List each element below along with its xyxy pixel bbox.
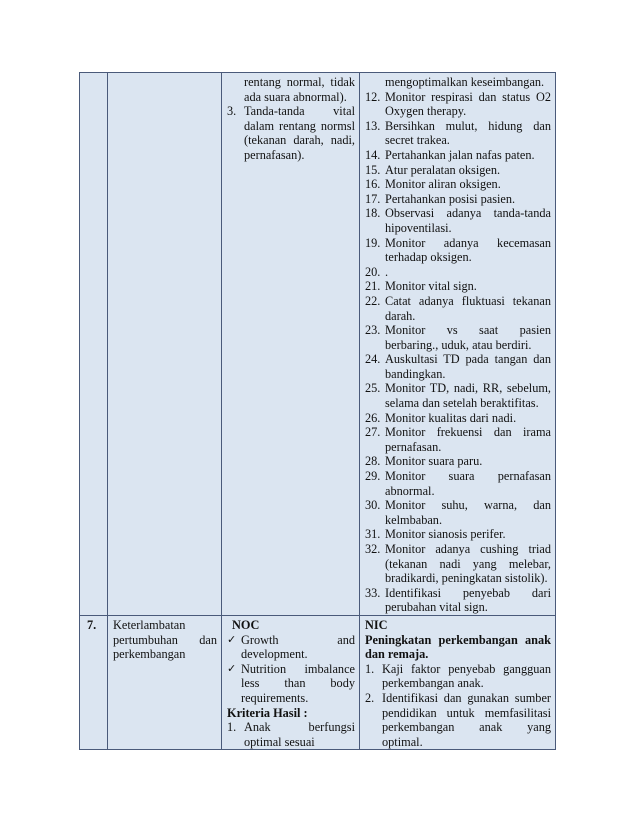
list-item-text: [385, 454, 551, 469]
text-line: Growth and: [241, 632, 355, 647]
text-line: Keterlambatan: [113, 617, 186, 632]
diagnosis-cell: [108, 615, 222, 749]
list-item: [365, 163, 551, 178]
list-item: [365, 279, 551, 294]
text-line: perubahan vital sign.: [385, 600, 488, 615]
list-item-number: 27.: [365, 425, 381, 440]
list-item: [365, 323, 551, 352]
list-item: [365, 90, 551, 119]
text-line: less than body: [241, 676, 355, 691]
text-line: hipoventilasi.: [385, 220, 452, 235]
list-item: [365, 148, 551, 163]
text-line: perkembangan anak.: [382, 676, 484, 691]
list-item-text: [385, 381, 551, 410]
list-item-number: 32.: [365, 542, 381, 556]
list-item: [365, 662, 551, 691]
nic-title: NIC: [365, 617, 388, 632]
list-item: [365, 294, 551, 323]
text-line: requirements.: [241, 690, 309, 705]
text-line: selama dan setelah beraktifitas.: [385, 396, 539, 411]
text-line: Monitor kualitas dari nadi.: [385, 410, 517, 425]
checklist-item: [227, 633, 355, 662]
list-item-number: 31.: [365, 527, 381, 542]
text-line: berbaring., uduk, atau berdiri.: [385, 337, 532, 352]
text-line: Bersihkan mulut, hidung dan: [385, 118, 551, 133]
text-line: terhadap oksigen.: [385, 250, 472, 265]
text-line: Monitor TD, nadi, RR, sebelum,: [385, 381, 551, 396]
text-line: Oxygen therapy.: [385, 104, 467, 119]
nic-block: [360, 616, 555, 749]
list-item-number: 2.: [365, 690, 375, 705]
list-item-number: 30.: [365, 498, 381, 513]
list-item-number: 14.: [365, 147, 381, 162]
text-line: Auskultasi TD pada tangan dan: [385, 352, 551, 367]
list-item-number: 12.: [365, 89, 381, 104]
text-line: Monitor vs saat pasien: [385, 323, 551, 338]
list-item-text: [385, 425, 551, 454]
list-item-text: [385, 279, 551, 294]
list-item-number: 28.: [365, 454, 381, 469]
number-cell: [80, 73, 108, 616]
list-item-text: [385, 294, 551, 323]
list-item-number: 26.: [365, 410, 381, 425]
list-item: [365, 265, 551, 280]
text-line: rentang normal, tidak: [244, 75, 355, 89]
list-item-number: 19.: [365, 235, 381, 250]
list-item-text: [385, 542, 551, 586]
noc-title: NOC: [232, 617, 260, 632]
list-item-number: 15.: [365, 162, 381, 177]
text-line: Monitor sianosis perifer.: [385, 527, 506, 542]
intervention-list: [360, 73, 555, 615]
text-line: optimal sesuai: [244, 734, 315, 749]
list-item: [365, 192, 551, 207]
list-item-number: 21.: [365, 279, 381, 294]
text-line: Nutrition imbalance: [241, 661, 355, 676]
text-line: Monitor adanya cushing triad: [385, 542, 551, 556]
text-line: development.: [241, 647, 308, 662]
noc-cell: [222, 615, 360, 749]
intervention-cell: [360, 73, 556, 616]
text-line: Monitor suhu, warna, dan: [385, 498, 551, 513]
diagnosis-cell: [108, 73, 222, 616]
checkmark-icon: ✓: [227, 661, 237, 675]
continued-intervention-text: mengoptimalkan keseimbangan.: [385, 75, 545, 89]
noc-block: [222, 616, 359, 749]
text-line: Identifikasi dan gunakan sumber: [382, 690, 551, 705]
table-row-7: [80, 615, 556, 749]
list-item: [365, 586, 551, 615]
nic-subtitle: [365, 633, 551, 662]
checklist-item-text: [241, 633, 355, 662]
text-line: Atur peralatan oksigen.: [385, 162, 501, 177]
list-item-text: [385, 265, 551, 280]
text-line: Catat adanya fluktuasi tekanan: [385, 293, 551, 308]
text-line: pernafasan).: [244, 147, 305, 162]
text-line: pertumbuhan dan: [113, 632, 217, 647]
list-item: [365, 691, 551, 749]
list-item: [365, 527, 551, 542]
list-item: [365, 206, 551, 235]
list-item-number: 20.: [365, 264, 381, 279]
list-item: [365, 381, 551, 410]
text-line: pernafasan.: [385, 439, 442, 454]
text-line: (tekanan darah, nadi,: [244, 133, 355, 148]
text-line: Monitor respirasi dan status O2: [385, 89, 551, 104]
checklist-item: [227, 662, 355, 706]
list-item-text: [385, 148, 551, 163]
list-item: [365, 119, 551, 148]
text-line: Observasi adanya tanda-tanda: [385, 206, 551, 221]
text-line: bradikardi, peningkatan sistolik).: [385, 571, 548, 586]
text-line: Identifikasi penyebab dari: [385, 585, 551, 600]
text-line: dalam rentang normsl: [244, 118, 355, 133]
list-item-text: [385, 236, 551, 265]
list-item: [365, 469, 551, 498]
text-line: Pertahankan jalan nafas paten.: [385, 147, 535, 162]
row-number: 7.: [87, 617, 97, 632]
list-item-text: [244, 720, 355, 749]
list-item-text: [385, 469, 551, 498]
list-item: [365, 177, 551, 192]
list-item: [227, 720, 355, 749]
list-item-text: [385, 177, 551, 192]
text-line: darah.: [385, 308, 416, 323]
list-item-text: [382, 662, 551, 691]
text-line: Anak berfungsi: [244, 720, 355, 735]
list-item-number: 22.: [365, 293, 381, 308]
list-item-number: 23.: [365, 323, 381, 338]
criteria-continued-text: [227, 75, 355, 104]
list-item-number: 13.: [365, 118, 381, 133]
text-line: (tekanan nadi yang melebar,: [385, 556, 551, 571]
list-item-number: 25.: [365, 381, 381, 396]
list-item-text: [385, 498, 551, 527]
list-item-number: 17.: [365, 191, 381, 206]
list-item: [227, 104, 355, 162]
text-line: dan remaja.: [365, 647, 429, 662]
list-item: [365, 542, 551, 586]
list-item-number: 33.: [365, 585, 381, 600]
text-line: kelmbaban.: [385, 512, 443, 527]
text-line: abnormal.: [385, 483, 435, 498]
text-line: .: [385, 264, 389, 279]
text-line: pendidikan untuk memfasilitasi: [382, 705, 551, 720]
list-item: [365, 236, 551, 265]
text-line: optimal.: [382, 734, 423, 749]
text-line: bandingkan.: [385, 366, 446, 381]
list-item: [365, 498, 551, 527]
text-line: perkembangan anak yang: [382, 720, 551, 735]
criteria-continued: [222, 73, 359, 163]
text-line: Pertahankan posisi pasien.: [385, 191, 516, 206]
text-line: secret trakea.: [385, 133, 450, 148]
text-line: Monitor frekuensi dan irama: [385, 425, 551, 440]
list-item-text: [385, 323, 551, 352]
checklist-item-text: [241, 662, 355, 706]
text-line: Tanda-tanda vital: [244, 104, 355, 119]
list-item-text: [385, 411, 551, 426]
number-cell: [80, 615, 108, 749]
list-item: [365, 454, 551, 469]
text-line: Monitor vital sign.: [385, 279, 477, 294]
checkmark-icon: ✓: [227, 632, 237, 646]
nursing-care-plan-table: [79, 72, 556, 750]
text-line: Monitor aliran oksigen.: [385, 177, 501, 192]
text-line: Kaji faktor penyebab gangguan: [382, 661, 551, 676]
text-line: Peningkatan perkembangan anak: [365, 632, 551, 647]
list-item-number: 1.: [365, 661, 375, 676]
list-item: [365, 352, 551, 381]
list-item-text: [244, 104, 355, 162]
list-item-number: 24.: [365, 352, 381, 367]
list-item-number: 16.: [365, 177, 381, 192]
diagnosis-text: [108, 616, 221, 662]
list-item-number: 3.: [227, 104, 237, 119]
list-item-text: [385, 163, 551, 178]
kriteria-title: Kriteria Hasil :: [227, 705, 308, 720]
table-row-continued: [80, 73, 556, 616]
text-line: Monitor suara paru.: [385, 454, 483, 469]
list-item-text: [385, 192, 551, 207]
criteria-cell: [222, 73, 360, 616]
list-item-number: 29.: [365, 469, 381, 484]
nic-cell: [360, 615, 556, 749]
list-item-text: [382, 691, 551, 749]
text-line: perkembangan: [113, 647, 186, 662]
list-item-number: 1.: [227, 720, 237, 735]
text-line: ada suara abnormal).: [244, 89, 347, 104]
list-item: [365, 411, 551, 426]
list-item-text: [385, 119, 551, 148]
list-item-text: [385, 352, 551, 381]
list-item-text: [385, 90, 551, 119]
list-item: [365, 425, 551, 454]
list-item-text: [385, 527, 551, 542]
text-line: Monitor suara pernafasan: [385, 469, 551, 484]
text-line: Monitor adanya kecemasan: [385, 235, 551, 250]
list-item-number: 18.: [365, 206, 381, 221]
list-item-text: [385, 586, 551, 615]
list-item-text: [385, 206, 551, 235]
